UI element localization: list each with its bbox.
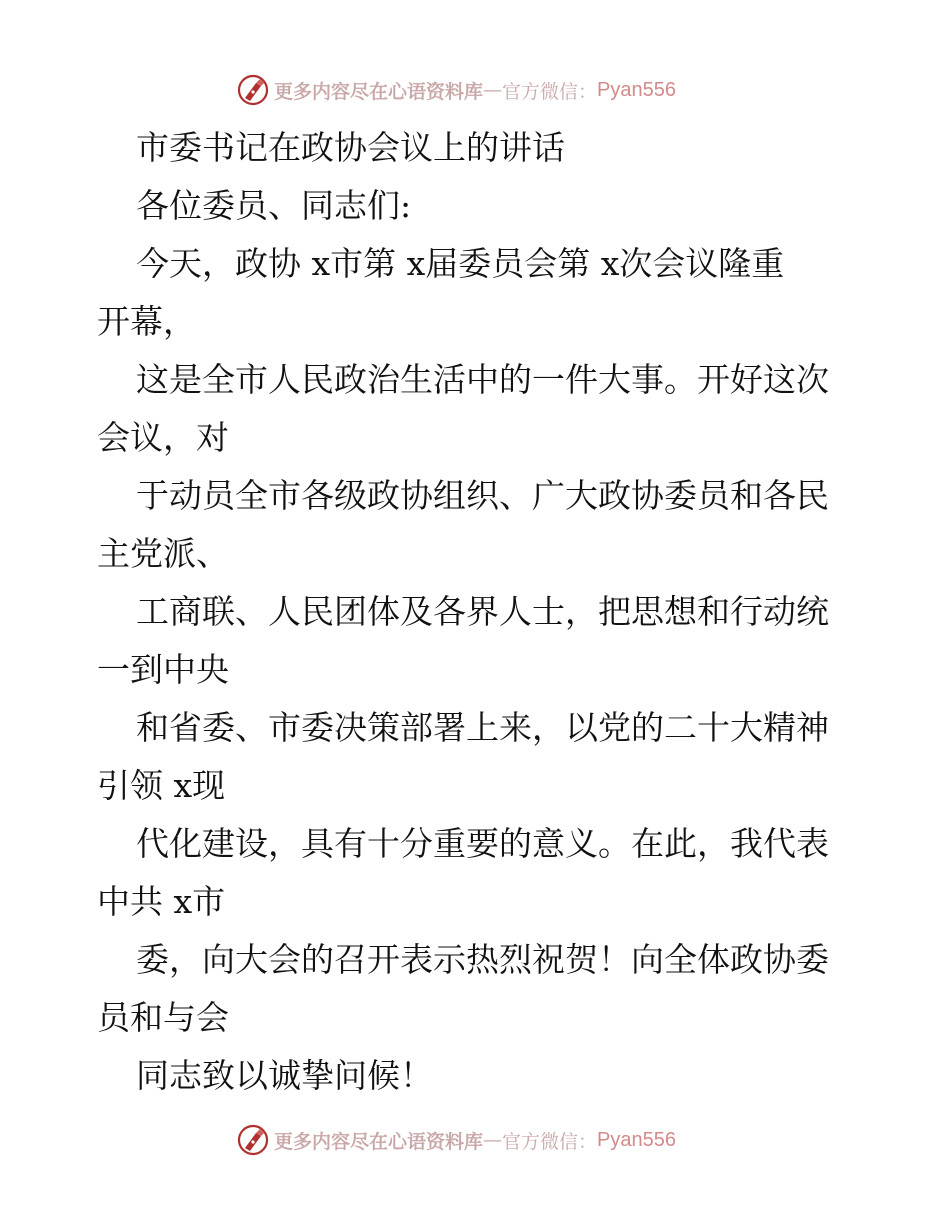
body-line: 今天，政协 x市第 x届委员会第 x次会议隆重	[136, 244, 785, 283]
body-line: 会议，对	[97, 418, 229, 457]
body-line: 员和与会	[97, 998, 229, 1037]
body-line: 工商联、人民团体及各界人士，把思想和行动统	[136, 592, 829, 631]
body-line: 一到中央	[97, 650, 229, 689]
banner-dash: —	[483, 79, 503, 101]
bottom-banner	[236, 1122, 676, 1158]
banner-text: 更多内容尽在心语资料库	[274, 1130, 484, 1153]
body-line: 中共 x市	[97, 882, 226, 921]
salutation: 各位委员、同志们:	[136, 186, 412, 225]
banner-dash: —	[483, 1129, 503, 1151]
banner-wechat-id: Pyan556	[597, 78, 676, 101]
body-line: 委，向大会的召开表示热烈祝贺！向全体政协委	[136, 940, 829, 979]
body-line: 开幕，	[97, 302, 196, 341]
body-line: 同志致以诚挚问候！	[136, 1056, 433, 1095]
top-banner	[236, 72, 676, 108]
pen-nib-logo-icon	[236, 73, 270, 107]
banner-wechat-label: 官方微信：	[502, 1130, 598, 1153]
body-line: 主党派、	[97, 534, 229, 573]
body-line: 于动员全市各级政协组织、广大政协委员和各民	[136, 476, 829, 515]
document-title: 市委书记在政协会议上的讲话	[136, 128, 565, 167]
body-line: 引领 x现	[97, 766, 226, 805]
banner-wechat-label: 官方微信：	[502, 80, 598, 103]
banner-text: 更多内容尽在心语资料库	[274, 80, 484, 103]
pen-nib-logo-icon	[236, 1123, 270, 1157]
body-line: 和省委、市委决策部署上来，以党的二十大精神	[136, 708, 829, 747]
banner-wechat-id: Pyan556	[597, 1128, 676, 1151]
body-line: 这是全市人民政治生活中的一件大事。开好这次	[136, 360, 829, 399]
body-line: 代化建设，具有十分重要的意义。在此，我代表	[136, 824, 829, 863]
